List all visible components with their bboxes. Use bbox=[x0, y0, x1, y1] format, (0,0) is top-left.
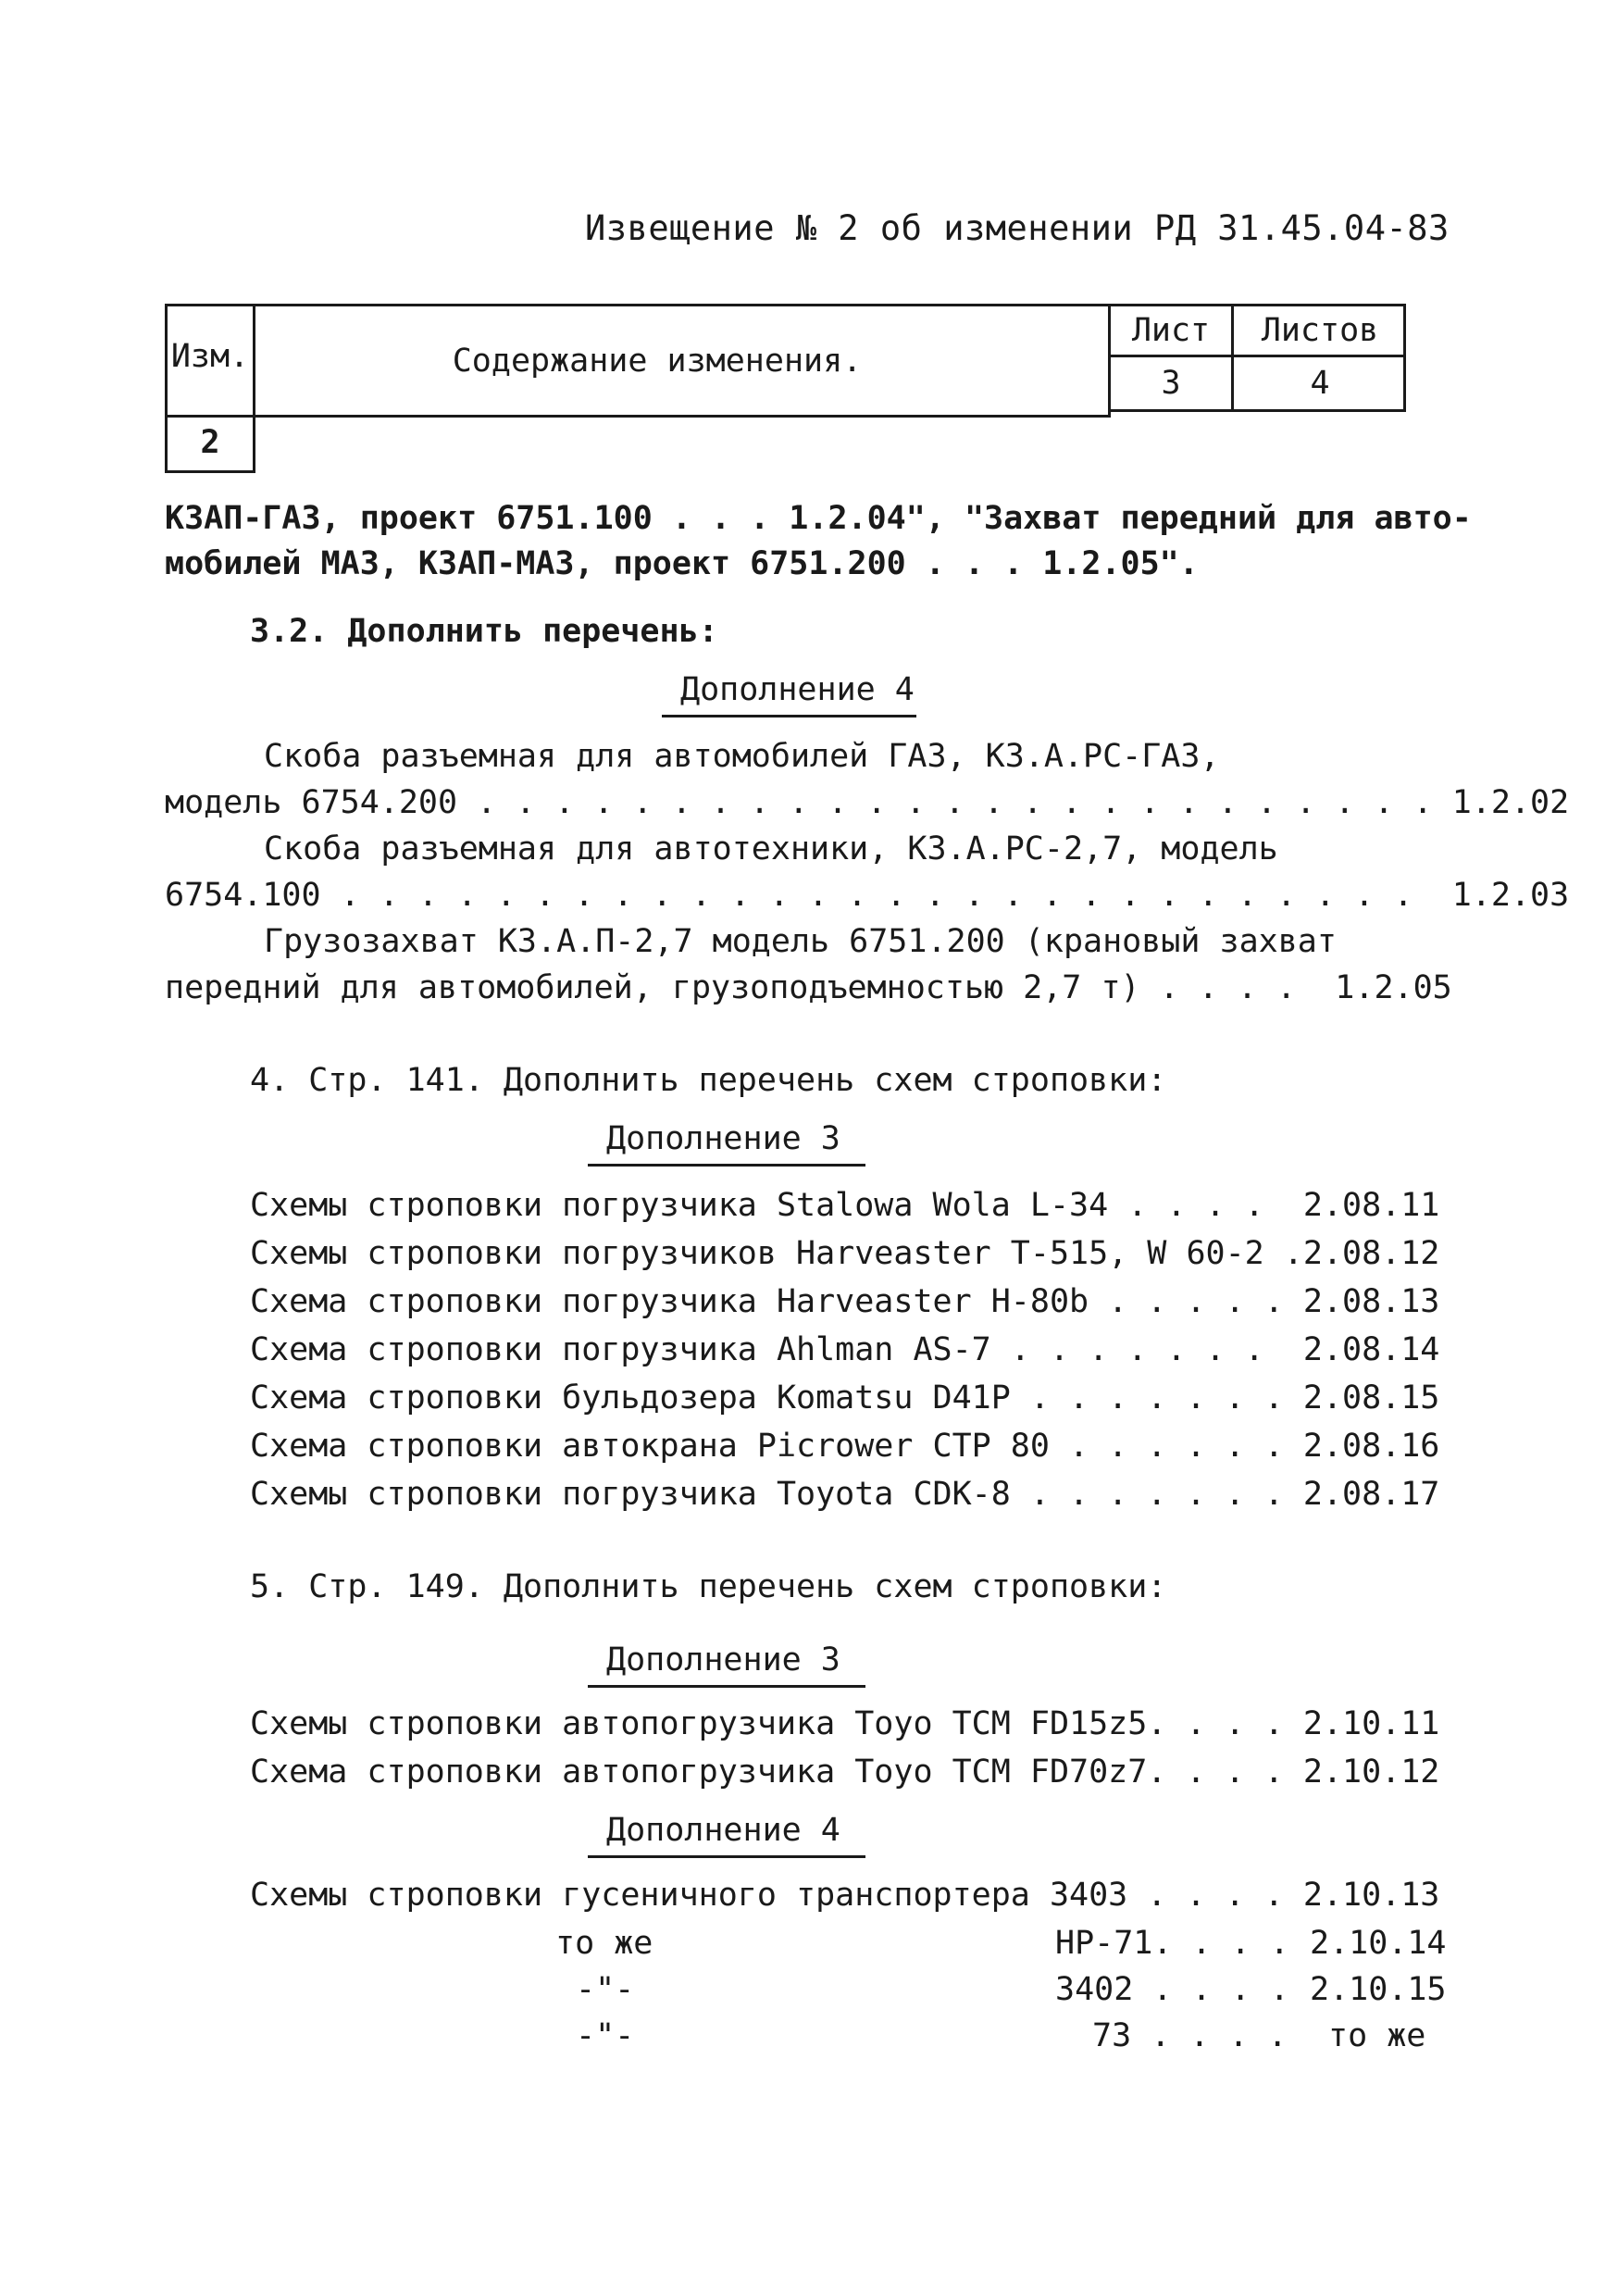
section-4-subheading: Дополнение 3 bbox=[606, 1120, 840, 1157]
section-4-line: Схема строповки погрузчика Ahlman AS-7 . . . . . . . 2.08.14 bbox=[250, 1331, 1440, 1368]
ditto-row-mid: HP-71. . . . bbox=[1055, 1925, 1289, 1962]
stamp-content-label: Содержание изменения. bbox=[452, 342, 863, 380]
section-3-2-line: Скоба разъемная для автомобилей ГАЗ, КЗ.А.РС-ГАЗ, bbox=[264, 738, 1220, 775]
section-5-line: Схемы строповки гусеничного транспортера 3403 . . . . 2.10.13 bbox=[250, 1877, 1440, 1914]
ditto-row-mid: 3402 . . . . bbox=[1055, 1971, 1289, 2008]
document-title: Извещение № 2 об изменении РД 31.45.04-83 bbox=[585, 208, 1450, 248]
section-3-2-line: 6754.100 . . . . . . . . . . . . . . . . . . . . . . . . . . . . 1.2.03 bbox=[165, 877, 1570, 914]
section-3-2-line: модель 6754.200 . . . . . . . . . . . . . . . . . . . . . . . . . 1.2.02 bbox=[165, 784, 1570, 821]
ditto-row-right: 2.10.14 bbox=[1310, 1925, 1447, 1962]
section-3-2-subheading-underline bbox=[662, 715, 916, 718]
section-4-line: Схемы строповки погрузчиков Harveaster T-515, W 60-2 .2.08.12 bbox=[250, 1235, 1440, 1272]
section-3-2-subheading: Дополнение 4 bbox=[680, 671, 915, 708]
section-5-subheading-a: Дополнение 3 bbox=[606, 1641, 840, 1678]
ditto-row-left: то же bbox=[555, 1925, 653, 1962]
stamp-izm-value: 2 bbox=[200, 423, 220, 461]
section-5-heading: 5. Стр. 149. Дополнить перечень схем строповки: bbox=[250, 1568, 1167, 1605]
section-5-subheading-a-underline bbox=[588, 1685, 865, 1688]
section-3-2-line: передний для автомобилей, грузоподъемностью 2,7 т) . . . . 1.2.05 bbox=[165, 969, 1452, 1006]
stamp-list-label: Лист bbox=[1131, 311, 1211, 349]
section-4-line: Схемы строповки погрузчика Toyota CDK-8 . . . . . . . 2.08.17 bbox=[250, 1476, 1440, 1513]
ditto-row-left: -"- bbox=[576, 1971, 635, 2008]
section-5-line: Схемы строповки автопогрузчика Toyo TCM FD15z5. . . . 2.10.11 bbox=[250, 1705, 1440, 1742]
ditto-row-right: 2.10.15 bbox=[1310, 1971, 1447, 2008]
intro-line-2: мобилей МАЗ, КЗАП-МАЗ, проект 6751.200 . . . 1.2.05". bbox=[165, 545, 1199, 582]
stamp-listov-value: 4 bbox=[1310, 364, 1330, 402]
ditto-row-right: то же bbox=[1328, 2017, 1426, 2054]
section-4-line: Схема строповки погрузчика Harveaster H-80b . . . . . 2.08.13 bbox=[250, 1283, 1440, 1320]
stamp-izm-label: Изм. bbox=[170, 337, 250, 375]
section-4-heading: 4. Стр. 141. Дополнить перечень схем строповки: bbox=[250, 1062, 1167, 1099]
section-4-line: Схемы строповки погрузчика Stalowa Wola L-34 . . . . 2.08.11 bbox=[250, 1187, 1440, 1224]
stamp-listov-label: Листов bbox=[1261, 311, 1379, 349]
stamp-list-value: 3 bbox=[1161, 364, 1181, 402]
section-4-line: Схема строповки бульдозера Komatsu D41P . . . . . . . 2.08.15 bbox=[250, 1379, 1440, 1416]
ditto-row-mid: 73 . . . . bbox=[1092, 2017, 1288, 2054]
intro-line-1: КЗАП-ГАЗ, проект 6751.100 . . . 1.2.04", "Захват передний для авто- bbox=[165, 500, 1472, 537]
section-3-2-line: Грузозахват КЗ.А.П-2,7 модель 6751.200 (крановый захват bbox=[264, 923, 1337, 960]
section-4-subheading-underline bbox=[588, 1164, 865, 1167]
section-3-2-line: Скоба разъемная для автотехники, КЗ.А.РС-2,7, модель bbox=[264, 830, 1278, 867]
ditto-row-left: -"- bbox=[576, 2017, 635, 2054]
section-5-subheading-b: Дополнение 4 bbox=[606, 1812, 840, 1849]
section-3-2-heading: 3.2. Дополнить перечень: bbox=[250, 613, 718, 650]
section-4-line: Схема строповки автокрана Picrower CTP 80 . . . . . . 2.08.16 bbox=[250, 1428, 1440, 1465]
section-5-subheading-b-underline bbox=[588, 1855, 865, 1858]
section-5-line: Схема строповки автопогрузчика Toyo TCM FD70z7. . . . 2.10.12 bbox=[250, 1753, 1440, 1791]
